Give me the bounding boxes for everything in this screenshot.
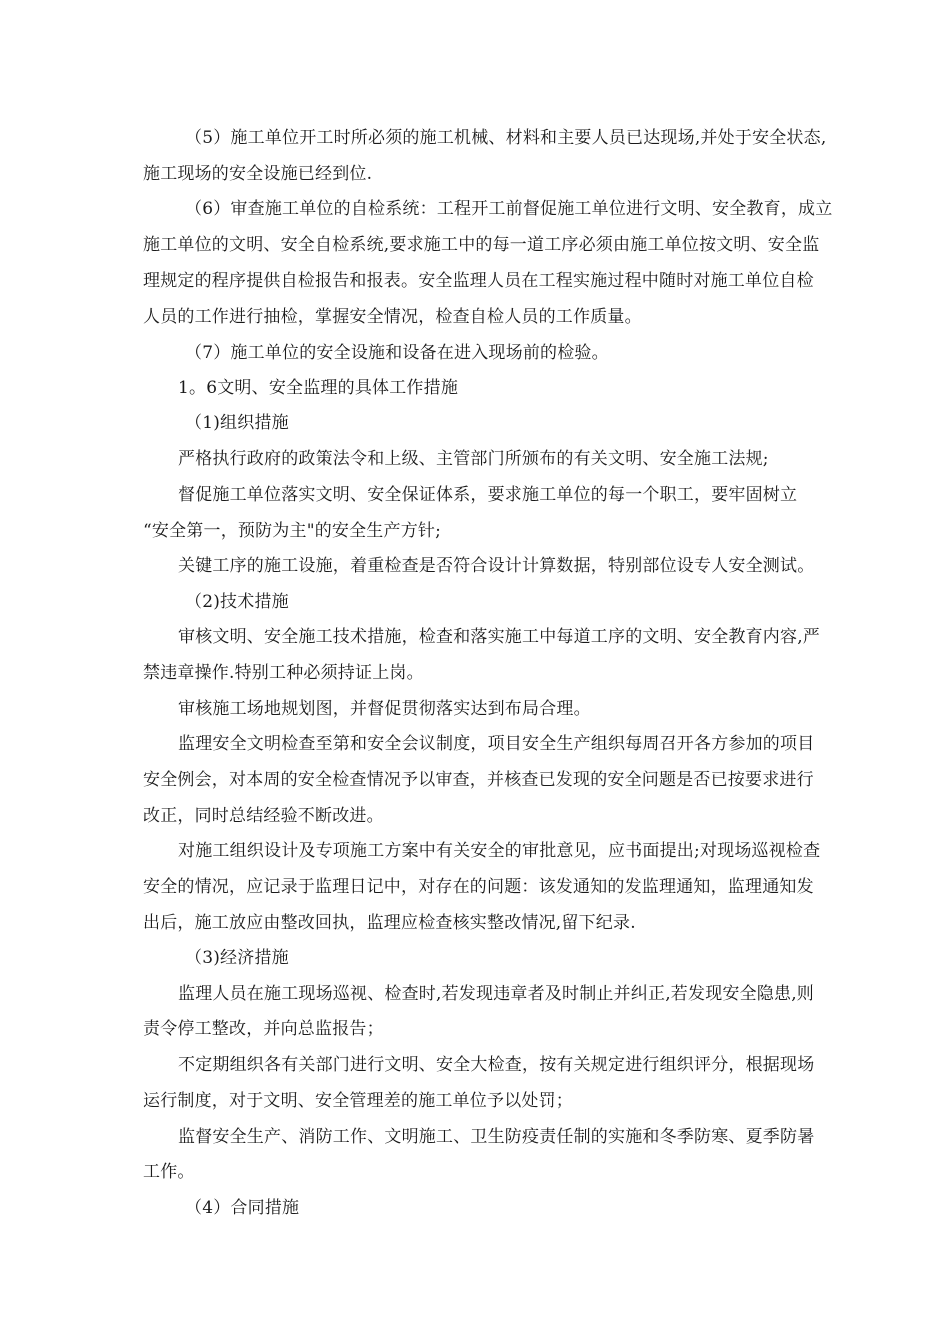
org-measure-2-line-2: “安全第一，预防为主"的安全生产方针; bbox=[143, 521, 442, 541]
subheading-economic-measures: （3)经济措施 bbox=[185, 948, 289, 968]
subheading-contract-measures: （4）合同措施 bbox=[185, 1198, 300, 1218]
econ-measure-1-line-2: 责令停工整改，并向总监报告； bbox=[143, 1019, 384, 1039]
paragraph-6-line-1: （6）审查施工单位的自检系统：工程开工前督促施工单位进行文明、安全教育，成立 bbox=[185, 199, 833, 219]
tech-measure-3-line-1: 监理安全文明检查至第和安全会议制度，项目安全生产组织每周召开各方参加的项目 bbox=[178, 734, 815, 754]
econ-measure-3-line-1: 监督安全生产、消防工作、文明施工、卫生防疫责任制的实施和冬季防寒、夏季防暑 bbox=[178, 1127, 815, 1147]
tech-measure-1-line-1: 审核文明、安全施工技术措施，检查和落实施工中每道工序的文明、安全教育内容,严 bbox=[178, 627, 821, 647]
tech-measure-3-line-2: 安全例会，对本周的安全检查情况予以审查，并核查已发现的安全问题是否已按要求进行 bbox=[143, 770, 814, 790]
org-measure-3: 关键工序的施工设施，着重检查是否符合设计计算数据，特别部位设专人安全测试。 bbox=[178, 556, 815, 576]
econ-measure-1-line-1: 监理人员在施工现场巡视、检查时,若发现违章者及时制止并纠正,若发现安全隐患,则 bbox=[178, 984, 815, 1004]
paragraph-5-line-1: （5）施工单位开工时所必须的施工机械、材料和主要人员已达现场,并处于安全状态, bbox=[185, 128, 827, 148]
paragraph-6-line-4: 人员的工作进行抽检，掌握安全情况，检查自检人员的工作质量。 bbox=[143, 307, 642, 327]
paragraph-6-line-3: 理规定的程序提供自检报告和报表。安全监理人员在工程实施过程中随时对施工单位自检 bbox=[143, 271, 814, 291]
org-measure-2-line-1: 督促施工单位落实文明、安全保证体系，要求施工单位的每一个职工，要牢固树立 bbox=[178, 485, 798, 505]
paragraph-6-line-2: 施工单位的文明、安全自检系统,要求施工中的每一道工序必须由施工单位按文明、安全监 bbox=[143, 235, 820, 255]
econ-measure-2-line-2: 运行制度，对于文明、安全管理差的施工单位予以处罚； bbox=[143, 1091, 573, 1111]
tech-measure-1-line-2: 禁违章操作.特别工种必须持证上岗。 bbox=[143, 663, 424, 683]
paragraph-7: （7）施工单位的安全设施和设备在进入现场前的检验。 bbox=[185, 343, 609, 363]
subheading-technical-measures: （2)技术措施 bbox=[185, 592, 289, 612]
tech-measure-2: 审核施工场地规划图，并督促贯彻落实达到布局合理。 bbox=[178, 699, 591, 719]
tech-measure-4-line-2: 安全的情况，应记录于监理日记中，对存在的问题：该发通知的发监理通知，监理通知发 bbox=[143, 877, 814, 897]
tech-measure-4-line-1: 对施工组织设计及专项施工方案中有关安全的审批意见，应书面提出;对现场巡视检查 bbox=[178, 841, 821, 861]
subheading-organization-measures: （1)组织措施 bbox=[185, 413, 289, 433]
org-measure-1: 严格执行政府的政策法令和上级、主管部门所颁布的有关文明、安全施工法规; bbox=[178, 449, 769, 469]
tech-measure-3-line-3: 改正，同时总结经验不断改进。 bbox=[143, 806, 384, 826]
section-heading-1-6: 1。6文明、安全监理的具体工作措施 bbox=[178, 378, 459, 398]
paragraph-5-line-2: 施工现场的安全设施已经到位. bbox=[143, 164, 373, 184]
econ-measure-3-line-2: 工作。 bbox=[143, 1162, 195, 1182]
econ-measure-2-line-1: 不定期组织各有关部门进行文明、安全大检查，按有关规定进行组织评分，根据现场 bbox=[178, 1055, 815, 1075]
tech-measure-4-line-3: 出后，施工放应由整改回执，监理应检查核实整改情况,留下纪录. bbox=[143, 913, 636, 933]
